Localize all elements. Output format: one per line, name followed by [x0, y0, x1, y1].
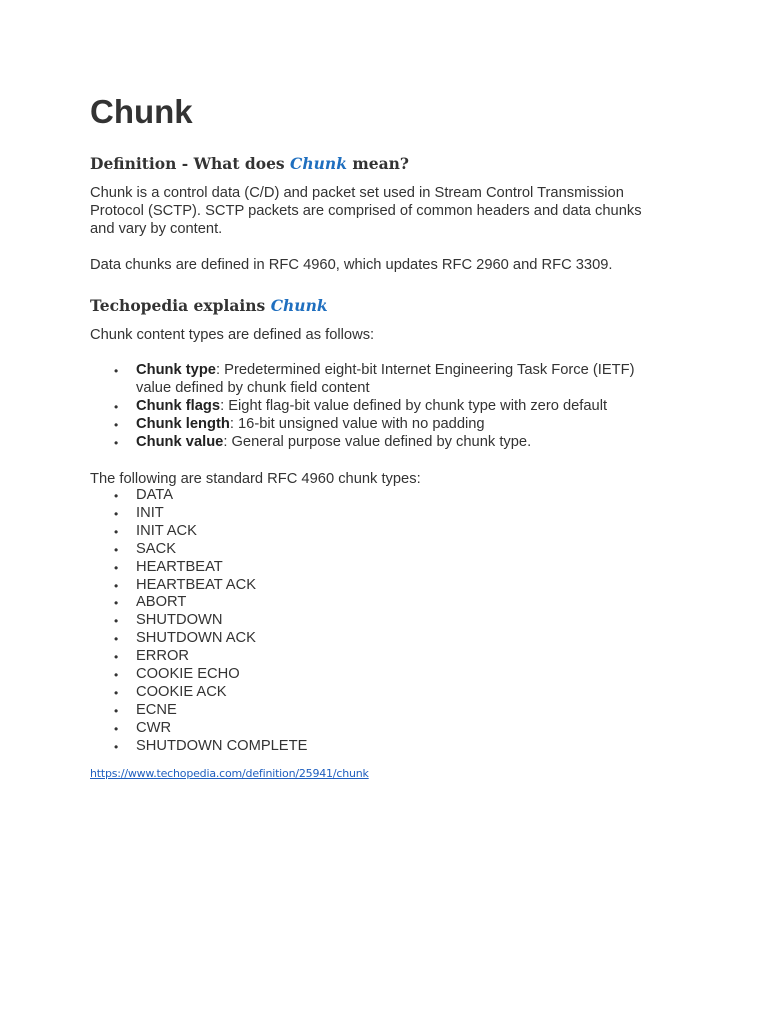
bullet-icon: • [114, 703, 119, 718]
explains-heading-term: Chunk [270, 296, 328, 315]
content-type-item [90, 362, 670, 398]
chunk-type-label: ERROR [136, 648, 190, 665]
bullet-icon: • [114, 506, 119, 521]
content-type-desc: : Predetermined eight-bit Internet Engineering Task Force (IETF) value defined by chunk field content [136, 362, 635, 396]
chunk-type-label: SHUTDOWN [136, 612, 223, 629]
chunk-type-label: ABORT [136, 594, 187, 611]
chunk-type-label: ECNE [136, 701, 177, 718]
chunk-type-item [90, 612, 670, 630]
bullet-icon: • [114, 685, 119, 700]
bullet-icon: • [114, 364, 119, 378]
definition-heading-suffix: mean? [346, 154, 409, 173]
bullet-icon: • [114, 668, 119, 683]
content-type-desc: : 16-bit unsigned value with no padding [229, 415, 485, 432]
chunk-type-label: HEARTBEAT ACK [136, 576, 256, 593]
chunk-type-label: DATA [136, 487, 173, 503]
bullet-icon: • [114, 650, 119, 665]
chunk-type-item [90, 487, 670, 505]
bullet-icon: • [114, 542, 119, 557]
bullet-icon: • [114, 524, 119, 539]
chunk-type-item [90, 541, 670, 559]
standard-types-intro: The following are standard RFC 4960 chunk types: [90, 471, 421, 487]
content-type-term: Chunk length [136, 415, 230, 432]
chunk-type-item [90, 577, 670, 595]
content-type-desc: : Eight flag-bit value defined by chunk type with zero default [220, 397, 608, 414]
explains-heading-prefix: Techopedia explains [90, 296, 271, 315]
chunk-type-label: COOKIE ECHO [136, 666, 240, 683]
bullet-icon: • [114, 596, 119, 611]
content-type-item [90, 416, 670, 434]
content-types-intro: Chunk content types are defined as follows: [90, 327, 375, 343]
definition-paragraph-2: Data chunks are defined in RFC 4960, which updates RFC 2960 and RFC 3309. [90, 257, 613, 273]
content-type-desc: : General purpose value defined by chunk type. [223, 433, 532, 450]
content-type-term: Chunk flags [136, 397, 221, 414]
chunk-type-label: HEARTBEAT [136, 558, 223, 575]
definition-heading-term: Chunk [290, 154, 347, 173]
bullet-icon: • [114, 489, 119, 503]
chunk-type-item [90, 702, 670, 720]
bullet-icon: • [114, 417, 119, 432]
chunk-types-list [90, 487, 670, 756]
chunk-type-item [90, 738, 670, 756]
chunk-type-label: SACK [136, 540, 176, 557]
chunk-type-label: INIT ACK [136, 522, 197, 539]
content-type-term: Chunk value [136, 433, 224, 450]
definition-paragraph-1: Chunk is a control data (C/D) and packet set used in Stream Control Transmission Protocol (SCTP). SCTP packets are comprised of common headers and data chunks and vary by content. [90, 185, 642, 237]
definition-heading-prefix: Definition - What does [90, 154, 291, 173]
chunk-type-item [90, 666, 670, 684]
bullet-icon: • [114, 560, 119, 575]
content-type-item [90, 398, 670, 416]
bullet-icon: • [114, 632, 119, 647]
chunk-type-item [90, 523, 670, 541]
chunk-type-item [90, 505, 670, 523]
chunk-type-item [90, 684, 670, 702]
bullet-icon: • [114, 435, 119, 450]
content-type-item [90, 434, 670, 452]
bullet-icon: • [114, 614, 119, 629]
chunk-type-item [90, 559, 670, 577]
bullet-icon: • [114, 739, 119, 754]
definition-heading [90, 154, 409, 174]
chunk-type-item [90, 720, 670, 738]
explains-heading [90, 296, 328, 316]
content-type-term: Chunk type [136, 362, 216, 378]
chunk-type-label: SHUTDOWN COMPLETE [136, 737, 308, 754]
bullet-icon: • [114, 399, 119, 414]
chunk-type-label: SHUTDOWN ACK [136, 630, 256, 647]
chunk-type-item [90, 630, 670, 648]
bullet-icon: • [114, 578, 119, 593]
source-link[interactable]: https://www.techopedia.com/definition/25941/chunk [90, 767, 369, 780]
chunk-type-label: CWR [136, 719, 172, 736]
bullet-icon: • [114, 721, 119, 736]
chunk-type-item [90, 648, 670, 666]
content-types-list [90, 362, 670, 452]
page-title: Chunk [90, 93, 193, 130]
chunk-type-item [90, 594, 670, 612]
chunk-type-label: INIT [136, 504, 164, 521]
chunk-type-label: COOKIE ACK [136, 683, 227, 700]
